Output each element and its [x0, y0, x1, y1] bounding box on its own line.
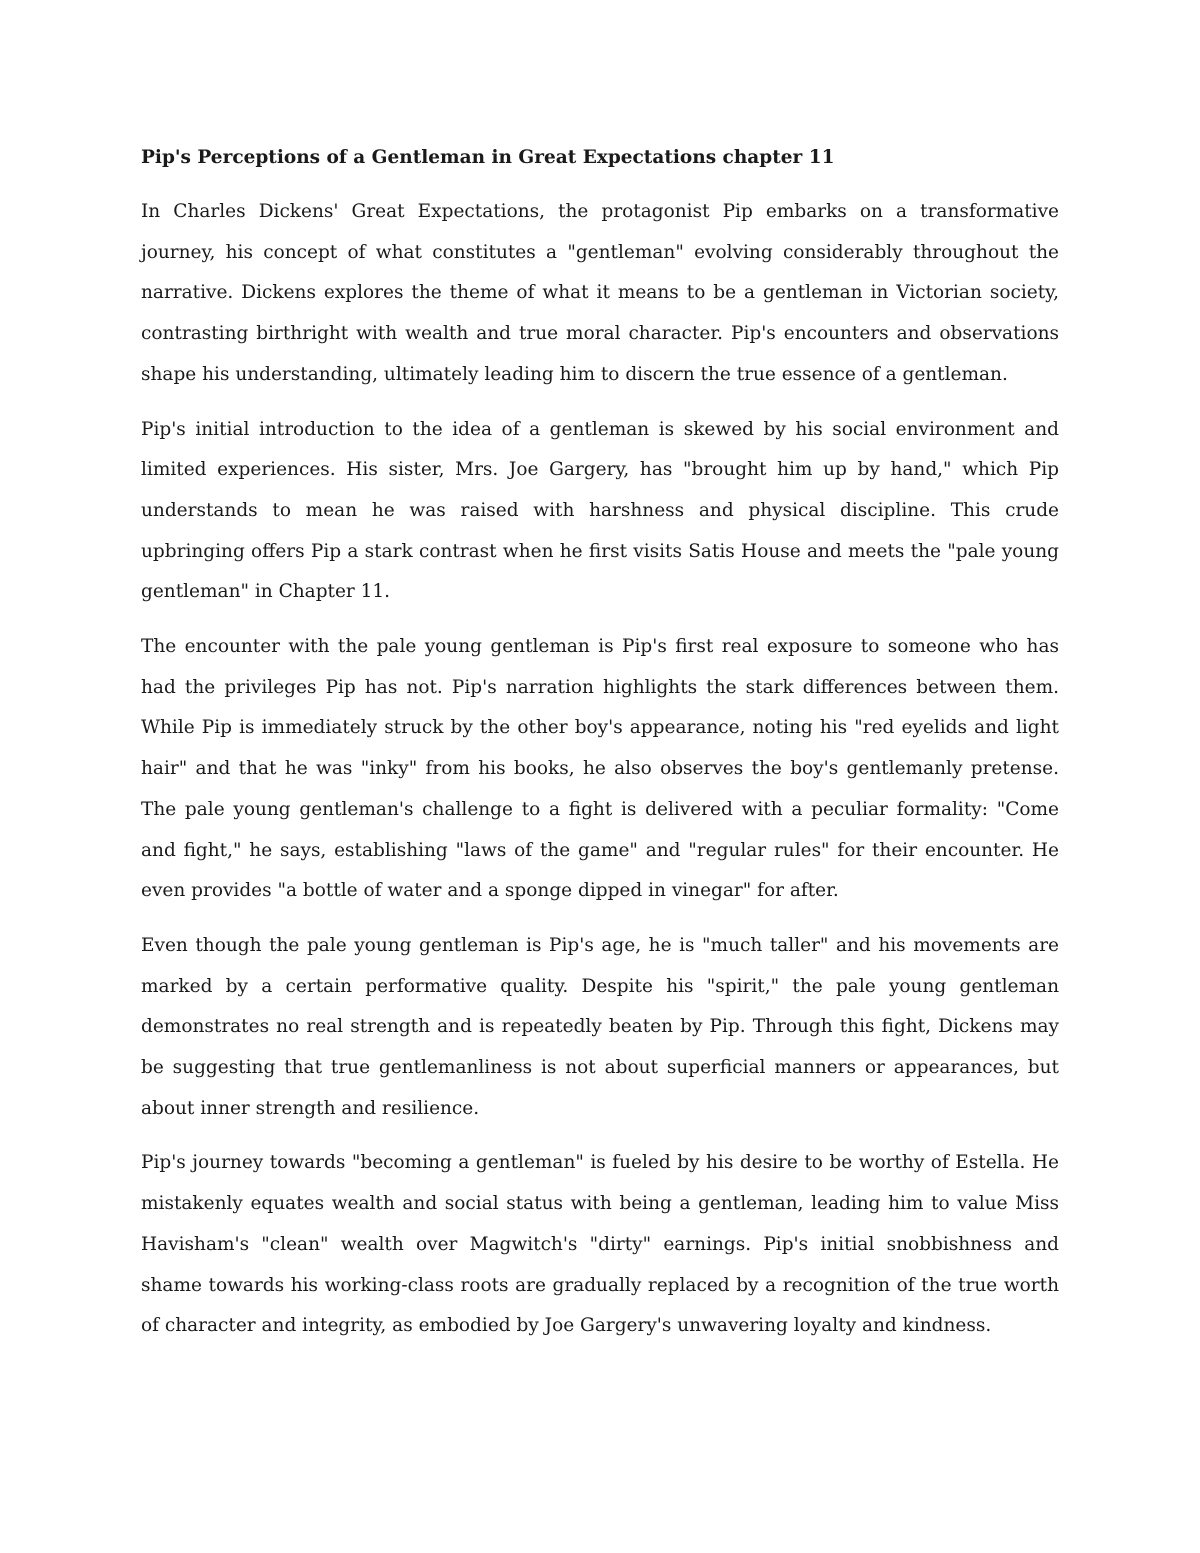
paragraph-fight: Even though the pale young gentleman is Pip's age, he is "much taller" and his movements are marked by a certain performative quality. Despite his "spirit," the pale young gentleman demonstrates no real strength and is repeatedly beaten by Pip. Through this fight, Dickens may be suggesting that true gentlemanliness is not about superficial manners or appearances, but about inner strength and resilience. [141, 934, 1059, 1119]
paragraph-upbringing: Pip's initial introduction to the idea of a gentleman is skewed by his social environment and limited experiences. His sister, Mrs. Joe Gargery, has "brought him up by hand," which Pip understands to mean he was raised with harshness and physical discipline. This crude upbringing offers Pip a stark contrast when he first visits Satis House and meets the "pale young gentleman" in Chapter 11. [141, 418, 1059, 603]
paragraph-encounter: The encounter with the pale young gentleman is Pip's first real exposure to someone who has had the privileges Pip has not. Pip's narration highlights the stark differences between them. While Pip is immediately struck by the other boy's appearance, noting his "red eyelids and light hair" and that he was "inky" from his books, he also observes the boy's gentlemanly pretense. The pale young gentleman's challenge to a fight is delivered with a peculiar formality: "Come and fight," he says, establishing "laws of the game" and "regular rules" for their encounter. He even provides "a bottle of water and a sponge dipped in vinegar" for after. [141, 636, 1059, 902]
document-body [141, 140, 1059, 1361]
document-title: Pip's Perceptions of a Gentleman in Great Expectations chapter 11 [141, 147, 835, 168]
paragraph-journey: Pip's journey towards "becoming a gentleman" is fueled by his desire to be worthy of Estella. He mistakenly equates wealth and social status with being a gentleman, leading him to value Miss Havisham's "clean" wealth over Magwitch's "dirty" earnings. Pip's initial snobbishness and shame towards his working-class roots are gradually replaced by a recognition of the true worth of character and integrity, as embodied by Joe Gargery's unwavering loyalty and kindness. [141, 1152, 1059, 1337]
paragraph-intro: In Charles Dickens' Great Expectations, the protagonist Pip embarks on a transformative journey, his concept of what constitutes a "gentleman" evolving considerably throughout the narrative. Dickens explores the theme of what it means to be a gentleman in Victorian society, contrasting birthright with wealth and true moral character. Pip's encounters and observations shape his understanding, ultimately leading him to discern the true essence of a gentleman. [141, 201, 1059, 385]
